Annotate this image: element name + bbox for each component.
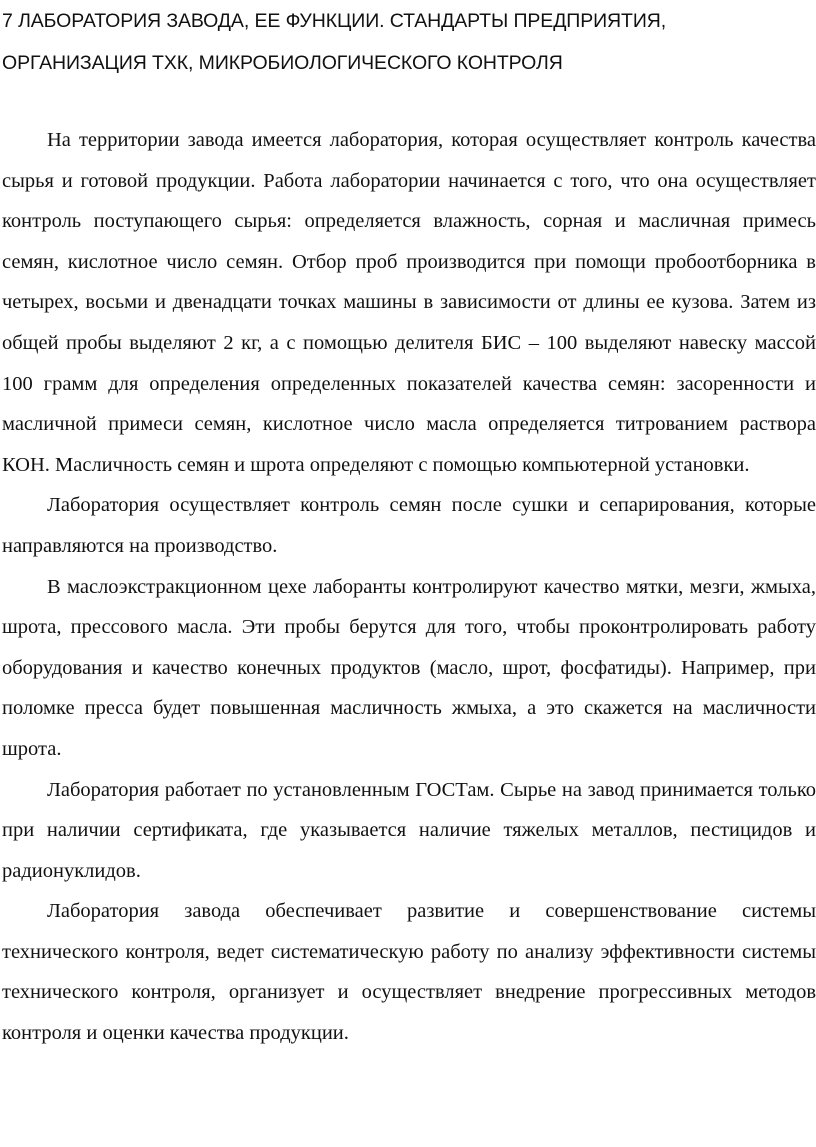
paragraph: В маслоэкстракционном цехе лаборанты контролируют качество мятки, мезги, жмыха, шрота, прессового масла. Эти пробы берутся для того, чтобы проконтролировать работу оборудования и качество конечных продуктов (масло, шрот, фосфатиды). Например, при поломке пресса будет повышенная масличность жмыха, а это скажется на масличности шрота. (2, 575, 816, 760)
paragraph: Лаборатория работает по установленным ГОСТам. Сырье на завод принимается только при наличии сертификата, где указывается наличие тяжелых металлов, пестицидов и радионуклидов. (2, 778, 816, 882)
paragraph: Лаборатория завода обеспечивает развитие и совершенствование системы технического контроля, ведет систематическую работу по анализу эффективности системы технического контроля, организует и осуществляет внедрение прогрессивных методов контроля и оценки качества продукции. (2, 900, 816, 1045)
section-heading: 7 ЛАБОРАТОРИЯ ЗАВОДА, ЕЕ ФУНКЦИИ. СТАНДАРТЫ ПРЕДПРИЯТИЯ, ОРГАНИЗАЦИЯ ТХК, МИКРОБИОЛОГИЧЕСКОГО КОНТРОЛЯ (2, 10, 667, 74)
paragraph: На территории завода имеется лаборатория, которая осуществляет контроль качества сырья и готовой продукции. Работа лаборатории начинается с того, что она осуществляет контроль поступающего сырья: определяется влажность, сорная и масличная примесь семян, кислотное число семян. Отбор проб производится при помощи пробоотборника в четырех, восьми и двенадцати точках машины в зависимости от длины ее кузова. Затем из общей пробы выделяют 2 кг, а с помощью делителя БИС – 100 выделяют навеску массой 100 грамм для определения определенных показателей качества семян: засоренности и масличной примеси семян, кислотное число масла определяется титрованием раствора КОН. Масличность семян и шрота определяют с помощью компьютерной установки. (2, 129, 816, 476)
paragraph: Лаборатория осуществляет контроль семян после сушки и сепарирования, которые направляются на производство. (2, 494, 816, 557)
body-text (2, 120, 816, 1054)
